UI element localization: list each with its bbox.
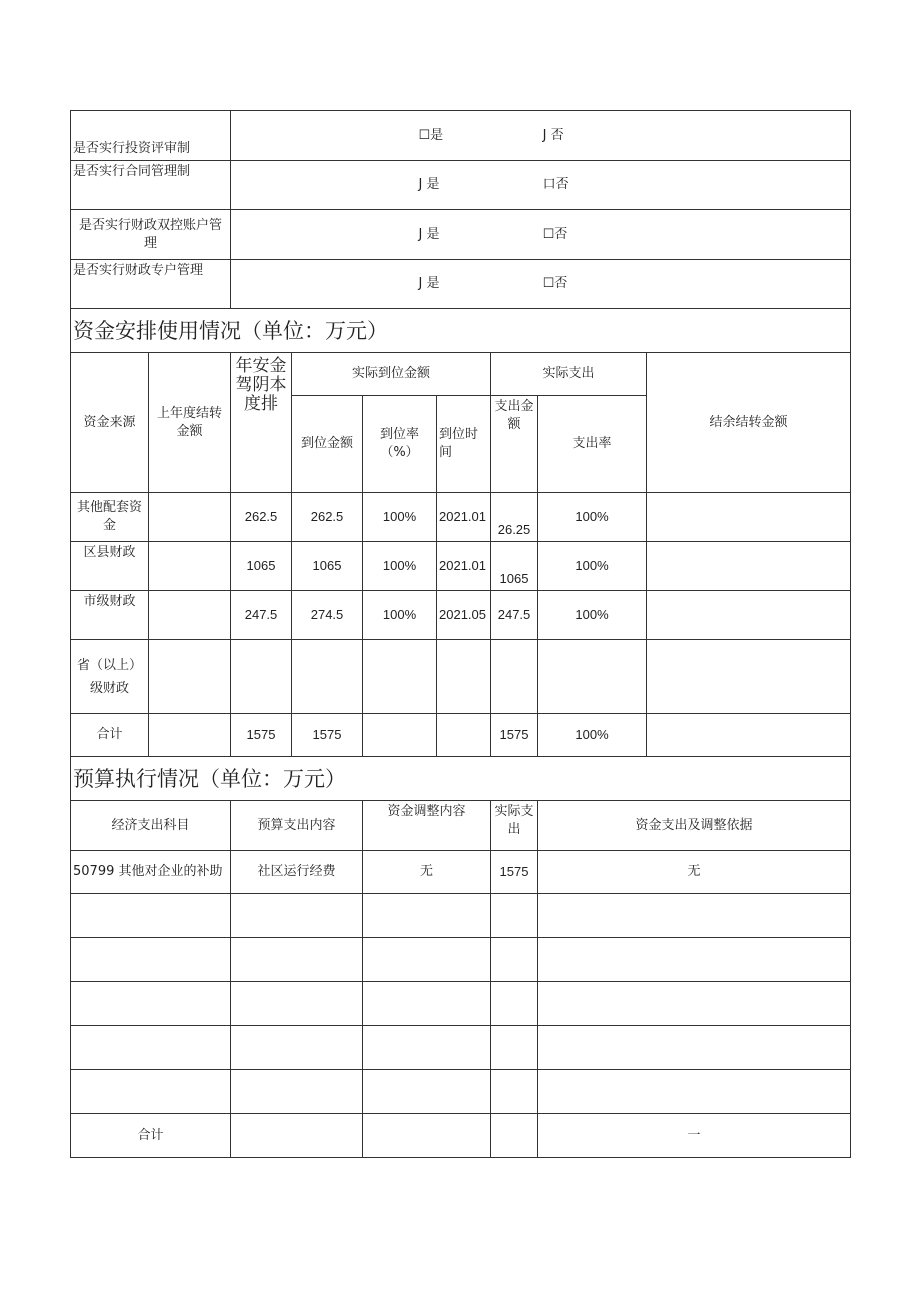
spent-cell: [491, 640, 538, 714]
col-source-header: 资金来源: [71, 353, 149, 493]
budget-row: [71, 1026, 851, 1070]
spent-rate-cell: 100%: [538, 591, 647, 640]
yes-option[interactable]: J 是: [418, 177, 440, 192]
col-basis-header: 资金支出及调整依据: [538, 801, 851, 851]
prev-cell: [149, 591, 231, 640]
mgmt-row-contract: [71, 161, 851, 210]
fund-section-title-row: [71, 309, 851, 353]
fund-row: [71, 493, 851, 542]
mgmt-choices: [231, 161, 851, 210]
col-adjust-header: 资金调整内容: [363, 801, 491, 851]
actual-cell: [491, 1114, 538, 1158]
received-cell: 1575: [292, 714, 363, 757]
yes-option[interactable]: J 是: [418, 276, 440, 291]
basis-cell: 无: [538, 851, 851, 894]
spent-cell: 1575: [491, 714, 538, 757]
col-subject-header: 经济支出科目: [71, 801, 231, 851]
prev-cell: [149, 493, 231, 542]
total-label: 合计: [71, 1114, 231, 1158]
fund-total-row: [71, 714, 851, 757]
adjust-cell: [363, 1114, 491, 1158]
mgmt-choices: [231, 260, 851, 309]
time-cell: 2021.01: [437, 542, 491, 591]
source-cell: 省（以上）级财政: [71, 640, 149, 714]
subject-cell: [71, 1026, 231, 1070]
fund-header-row-1: [71, 353, 851, 396]
no-option[interactable]: ☐否: [542, 226, 568, 242]
yes-option[interactable]: ☐是: [418, 127, 444, 143]
budget-cell: [231, 640, 292, 714]
fund-section-title: 资金安排使用情况（单位：万元）: [71, 309, 851, 353]
spent-group-header: 实际支出: [491, 353, 647, 396]
mgmt-label: 是否实行合同管理制: [71, 161, 231, 210]
subject-cell: [71, 1070, 231, 1114]
basis-cell: [538, 1070, 851, 1114]
fund-row: [71, 591, 851, 640]
budget-row: [71, 851, 851, 894]
spent-rate-cell: 100%: [538, 714, 647, 757]
remaining-cell: [647, 493, 851, 542]
basis-cell: [538, 894, 851, 938]
spent-cell: 26.25: [491, 493, 538, 542]
received-cell: 1065: [292, 542, 363, 591]
source-cell: 其他配套资金: [71, 493, 149, 542]
adjust-cell: [363, 982, 491, 1026]
budget-total-row: [71, 1114, 851, 1158]
time-cell: [437, 714, 491, 757]
subject-cell: 50799 其他对企业的补助: [71, 851, 231, 894]
time-cell: 2021.01: [437, 493, 491, 542]
source-cell: 合计: [71, 714, 149, 757]
budget-section-title-row: [71, 757, 851, 801]
prev-cell: [149, 542, 231, 591]
actual-cell: [491, 894, 538, 938]
adjust-cell: [363, 938, 491, 982]
mgmt-row-dual-control: [71, 210, 851, 260]
col-prev-balance-header: 上年度结转金额: [149, 353, 231, 493]
received-group-header: 实际到位金额: [292, 353, 491, 396]
budget-section-title: 预算执行情况（单位：万元）: [71, 757, 851, 801]
rate-cell: [363, 714, 437, 757]
mgmt-label: 是否实行投资评审制: [71, 111, 231, 161]
mgmt-row-investment-review: [71, 111, 851, 161]
col-received-amount-header: 到位金额: [292, 396, 363, 493]
content-cell: [231, 1070, 363, 1114]
spent-rate-cell: 100%: [538, 493, 647, 542]
no-option[interactable]: J 否: [542, 127, 564, 143]
actual-cell: [491, 938, 538, 982]
spent-rate-cell: [538, 640, 647, 714]
subject-cell: [71, 938, 231, 982]
remaining-cell: [647, 714, 851, 757]
spent-cell: 247.5: [491, 591, 538, 640]
budget-row: [71, 938, 851, 982]
adjust-cell: [363, 1070, 491, 1114]
adjust-cell: [363, 894, 491, 938]
col-received-time-header: 到位时间: [437, 396, 491, 493]
budget-cell: 247.5: [231, 591, 292, 640]
col-content-header: 预算支出内容: [231, 801, 363, 851]
subject-cell: [71, 982, 231, 1026]
received-cell: 274.5: [292, 591, 363, 640]
spent-cell: 1065: [491, 542, 538, 591]
basis-cell: [538, 982, 851, 1026]
time-cell: 2021.05: [437, 591, 491, 640]
mgmt-label: 是否实行财政专户管理: [71, 260, 231, 309]
content-cell: [231, 1114, 363, 1158]
rate-cell: 100%: [363, 542, 437, 591]
col-actual-header: 实际支出: [491, 801, 538, 851]
spent-rate-cell: 100%: [538, 542, 647, 591]
time-cell: [437, 640, 491, 714]
basis-cell: [538, 938, 851, 982]
col-remaining-header: 结余结转金额: [647, 353, 851, 493]
received-cell: 262.5: [292, 493, 363, 542]
budget-row: [71, 1070, 851, 1114]
adjust-cell: 无: [363, 851, 491, 894]
remaining-cell: [647, 542, 851, 591]
content-cell: 社区运行经费: [231, 851, 363, 894]
no-option[interactable]: 口否: [542, 177, 569, 192]
budget-cell: 1065: [231, 542, 292, 591]
received-cell: [292, 640, 363, 714]
content-cell: [231, 1026, 363, 1070]
rate-cell: 100%: [363, 591, 437, 640]
col-year-budget-header: 年安金驾阴本度排: [231, 353, 292, 493]
yes-option[interactable]: J 是: [418, 226, 440, 242]
fund-row: [71, 542, 851, 591]
actual-cell: 1575: [491, 851, 538, 894]
budget-cell: 1575: [231, 714, 292, 757]
col-spent-amount-header: 支出金额: [491, 396, 538, 493]
remaining-cell: [647, 591, 851, 640]
basis-cell: [538, 1026, 851, 1070]
fund-row: [71, 640, 851, 714]
mgmt-choices: [231, 111, 851, 161]
no-option[interactable]: ☐否: [542, 276, 568, 291]
budget-cell: 262.5: [231, 493, 292, 542]
remaining-cell: [647, 640, 851, 714]
content-cell: [231, 938, 363, 982]
rate-cell: 100%: [363, 493, 437, 542]
report-sheet: [70, 110, 850, 1158]
actual-cell: [491, 982, 538, 1026]
actual-cell: [491, 1026, 538, 1070]
budget-header-row: [71, 801, 851, 851]
total-basis: 一: [538, 1114, 851, 1158]
content-cell: [231, 982, 363, 1026]
col-received-rate-header: 到位率（%）: [363, 396, 437, 493]
source-cell: 区县财政: [71, 542, 149, 591]
actual-cell: [491, 1070, 538, 1114]
content-cell: [231, 894, 363, 938]
report-table: [70, 110, 851, 1158]
mgmt-label: 是否实行财政双控账户管理: [71, 210, 231, 260]
budget-row: [71, 982, 851, 1026]
budget-row: [71, 894, 851, 938]
prev-cell: [149, 714, 231, 757]
adjust-cell: [363, 1026, 491, 1070]
rate-cell: [363, 640, 437, 714]
prev-cell: [149, 640, 231, 714]
subject-cell: [71, 894, 231, 938]
col-spent-rate-header: 支出率: [538, 396, 647, 493]
mgmt-row-special-account: [71, 260, 851, 309]
source-cell: 市级财政: [71, 591, 149, 640]
mgmt-choices: [231, 210, 851, 260]
